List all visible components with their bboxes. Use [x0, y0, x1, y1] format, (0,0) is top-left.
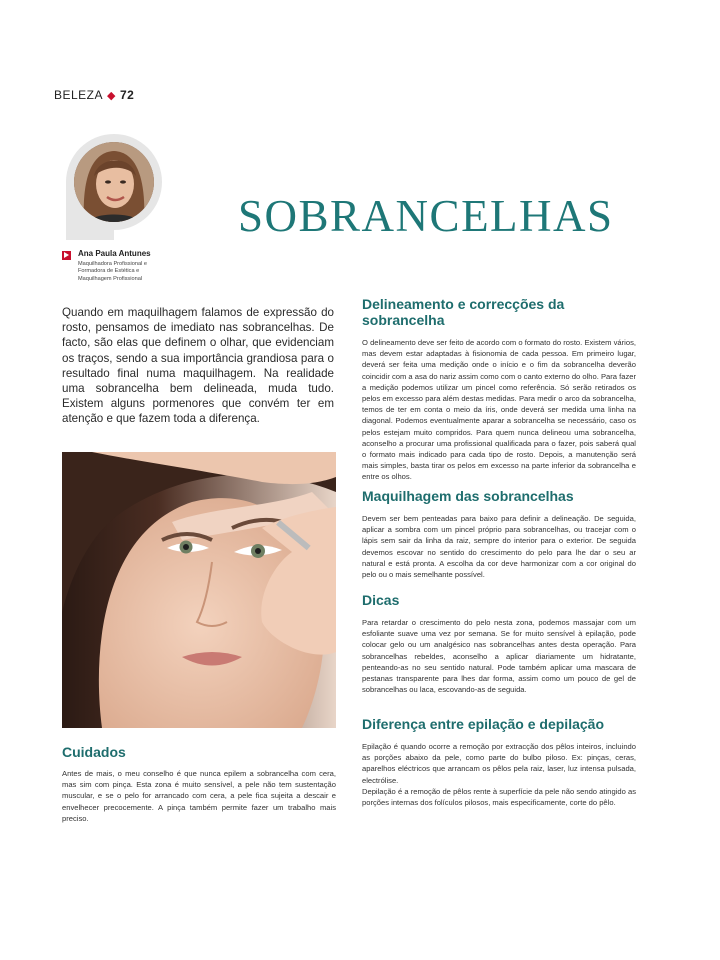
- article-title: SOBRANCELHAS: [238, 191, 614, 241]
- section-heading: Diferença entre epilação e depilação: [362, 716, 604, 732]
- section-body: Epilação é quando ocorre a remoção por extracção dos pêlos inteiros, incluindo as porções abaixo da pele, como parte do bulbo piloso. Ex: pinças, ceras, aparelhos eléctricos que arrancam os pêlos pela raiz, laser, luz intensa pulsada, electrólise.: [362, 742, 636, 785]
- section-heading: Maquilhagem das sobrancelhas: [362, 488, 574, 504]
- section-dicas: [362, 592, 636, 695]
- section-heading: Dicas: [362, 592, 400, 608]
- section-diferenca: [362, 716, 636, 808]
- section-cuidados: [62, 744, 336, 824]
- page-number: 72: [120, 88, 135, 102]
- bullet-separator: ◆: [107, 90, 116, 102]
- eyebrow-tweezing-photo: [62, 452, 336, 728]
- author-name: Ana Paula Antunes: [78, 249, 151, 258]
- section-body: O delineamento deve ser feito de acordo com o formato do rosto. Existem vários, mas devem estar adaptadas à fisionomia de cada pessoa. Em primeiro lugar, deverá ser feita uma medição onde o início e o fim da sobrancelha deverão coincidir com a asa do nariz assim como com o canto externo do olho. Para fazer a medição podemos utilizar um pincel como referência. Só serão retirados os pelos em excesso para além destas medidas. Para medir o arco da sobrancelha, temos de ter em conta o meio da íris, onde deverá ser medida uma linha na diagonal. Podemos eventualmente aparar a sobrancelha se necessário, caso os pelos estejam muito compridos. Para quem nunca delineou uma sobrancelha, aconselho a procurar uma profissional qualificada para o fazer, pois saberá qual o formato mais indicado para cada tipo de rosto. Depois, a manutenção será mais simples, basta tirar os pelos em excesso na parte inferior da sobrancelha e entre os olhos.: [362, 338, 636, 482]
- author-portrait: [66, 134, 166, 240]
- page-header: [54, 88, 134, 102]
- author-role: Maquilhadora Profissional e Formadora de Estética e Maquilhagem Profissional: [78, 261, 148, 282]
- section-heading: Delineamento e correcções da sobrancelha: [362, 296, 565, 328]
- section-body: Antes de mais, o meu conselho é que nunca epilem a sobrancelha com cera, mas sim com pinça. Esta zona é muito sensível, a pele não tem sustentação muscular, e se o pelo for arrancado com cera, a pele fica sujeita a descair e envelhecer precocemente. A pinça também permite fazer um trabalho mais preciso.: [62, 769, 336, 823]
- author-arrow-icon: [62, 251, 71, 260]
- section-body: Depilação é a remoção de pêlos rente à superfície da pele não sendo atingido as porções internas dos folículos pilosos, mais especificamente, corte do pêlo.: [362, 786, 636, 808]
- section-label: BELEZA: [54, 88, 104, 102]
- intro-paragraph: Quando em maquilhagem falamos de expressão do rosto, pensamos de imediato nas sobrancelhas. De facto, são elas que definem o olhar, que evidenciam os traços, sendo a sua importância grandiosa para o resultado final numa maquilhagem. Na realidade uma sobrancelha bem delineada, muda tudo. Existem alguns pormenores que convém ter em atenção e que fazem toda a diferença.: [62, 306, 334, 426]
- section-body: Para retardar o crescimento do pelo nesta zona, podemos massajar com um esfoliante suave uma vez por semana. Se for muito sensível à epilação, pode colocar gelo ou um analgésico nas sobrancelhas antes desta operação. Para sobrancelhas rebeldes, aconselho a aplicar diariamente um hidratante, penteando-as no seu sentido natural. Pode também aplicar uma mascara de pestanas transparente para lhes dar forma, assim como um pouco de gel de sobrancelhas ou laca, escovando-as de seguida.: [362, 618, 636, 695]
- section-body: Devem ser bem penteadas para baixo para definir a delineação. De seguida, aplicar a sombra com um pincel próprio para sobrancelhas, ou tracejar com o lápis sem sair da linha da raiz, sempre do interior para o exterior. De seguida devemos escovar no sentido do crescimento do pelo para lhe dar o seu ar natural e está pronta. A escolha da cor deve harmonizar com a cor original do pelo ou o mais semelhante possível.: [362, 514, 636, 580]
- section-maquilhagem: [362, 488, 636, 580]
- section-delineamento: [362, 296, 636, 483]
- section-heading: Cuidados: [62, 744, 126, 760]
- author-photo: [74, 142, 154, 222]
